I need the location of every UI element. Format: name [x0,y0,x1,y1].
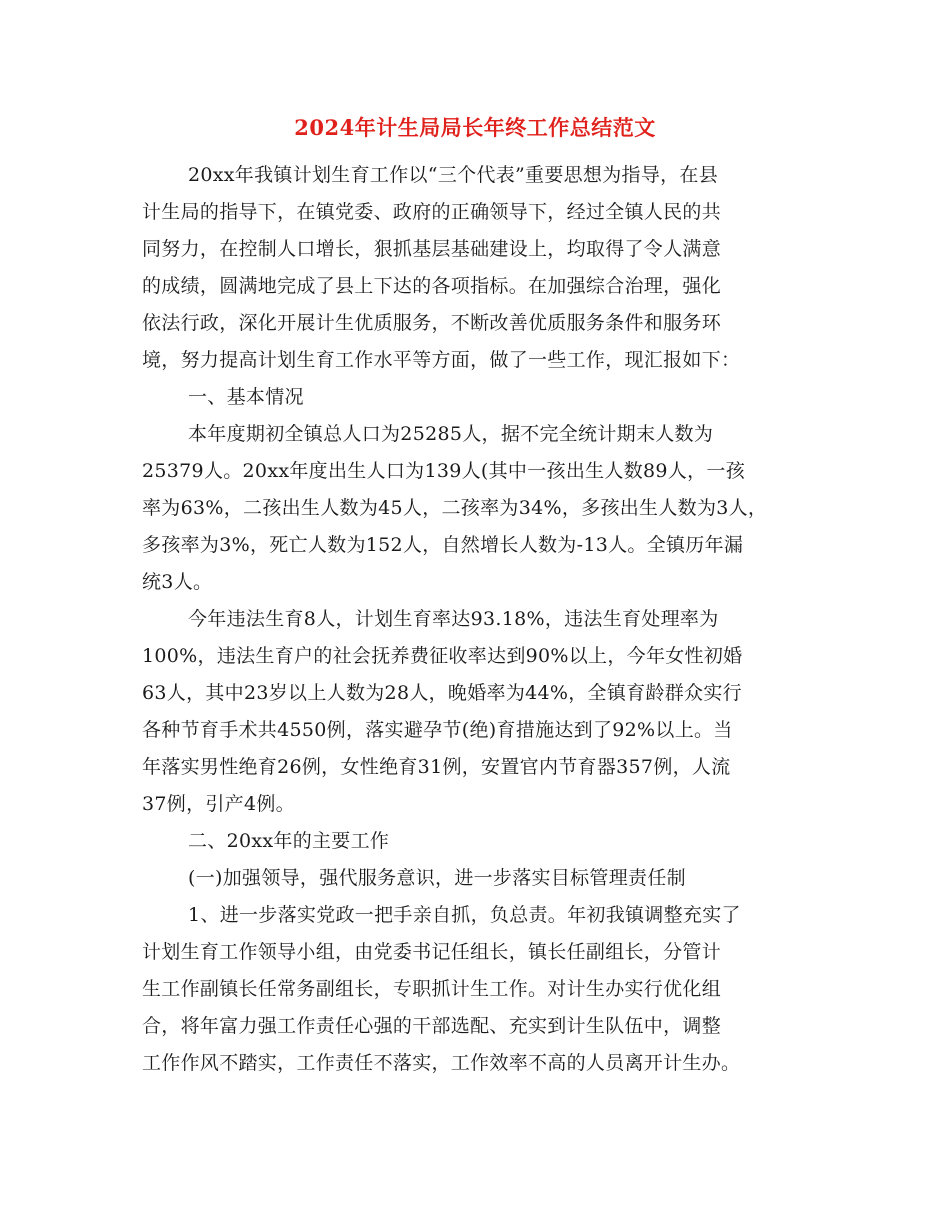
text-line: 计生局的指导下，在镇党委、政府的正确领导下，经过全镇人民的共 [142,201,722,223]
text-line: 境，努力提高计划生育工作水平等方面，做了一些工作，现汇报如下： [142,349,741,371]
text-line: 63人，其中23岁以上人数为28人，晚婚率为44%，全镇育龄群众实行 [142,682,742,704]
text-line: 100%，违法生育户的社会抚养费征收率达到90%以上，今年女性初婚 [142,645,743,667]
text-line: 率为63%，二孩出生人数为45人，二孩率为34%，多孩出生人数为3人， [142,497,768,519]
document-body [142,157,822,1082]
text-line: 年落实男性绝育26例，女性绝育31例，安置官内节育器357例，人流 [142,756,731,778]
document-title: 2024年计生局局长年终工作总结范文 [294,115,656,140]
text-line: 二、20xx年的主要工作 [188,830,390,852]
text-line: 25379人。20xx年度出生人口为139人(其中一孩出生人数89人，一孩 [142,460,746,482]
text-line: 一、基本情况 [188,386,304,408]
text-line: 生工作副镇长任常务副组长，专职抓计生工作。对计生办实行优化组 [142,978,722,1000]
text-line: 统3人。 [142,571,213,593]
text-line: 同努力，在控制人口增长，狠抓基层基础建设上，均取得了令人满意 [142,238,722,260]
text-line: 1、进一步落实党政一把手亲自抓，负总责。年初我镇调整充实了 [188,904,741,926]
text-line: (一)加强领导，强代服务意识，进一步落实目标管理责任制 [188,867,686,889]
text-line: 多孩率为3%，死亡人数为152人，自然增长人数为-13人。全镇历年漏 [142,534,744,556]
text-line: 合，将年富力强工作责任心强的干部选配、充实到计生队伍中，调整 [142,1015,722,1037]
text-line: 依法行政，深化开展计生优质服务，不断改善优质服务条件和服务环 [142,312,722,334]
text-line: 各种节育手术共4550例，落实避孕节(绝)育措施达到了92%以上。当 [142,719,733,741]
text-line: 的成绩，圆满地完成了县上下达的各项指标。在加强综合治理，强化 [142,275,722,297]
text-line: 20xx年我镇计划生育工作以“三个代表”重要思想为指导，在县 [188,164,719,186]
text-line: 计划生育工作领导小组，由党委书记任组长，镇长任副组长，分管计 [142,941,722,963]
text-line: 今年违法生育8人，计划生育率达93.18%，违法生育处理率为 [188,608,719,630]
text-line: 工作作风不踏实，工作责任不落实，工作效率不高的人员离开计生办。 [142,1052,741,1074]
text-line: 37例，引产4例。 [142,793,295,815]
text-line: 本年度期初全镇总人口为25285人，据不完全统计期末人数为 [188,423,714,445]
